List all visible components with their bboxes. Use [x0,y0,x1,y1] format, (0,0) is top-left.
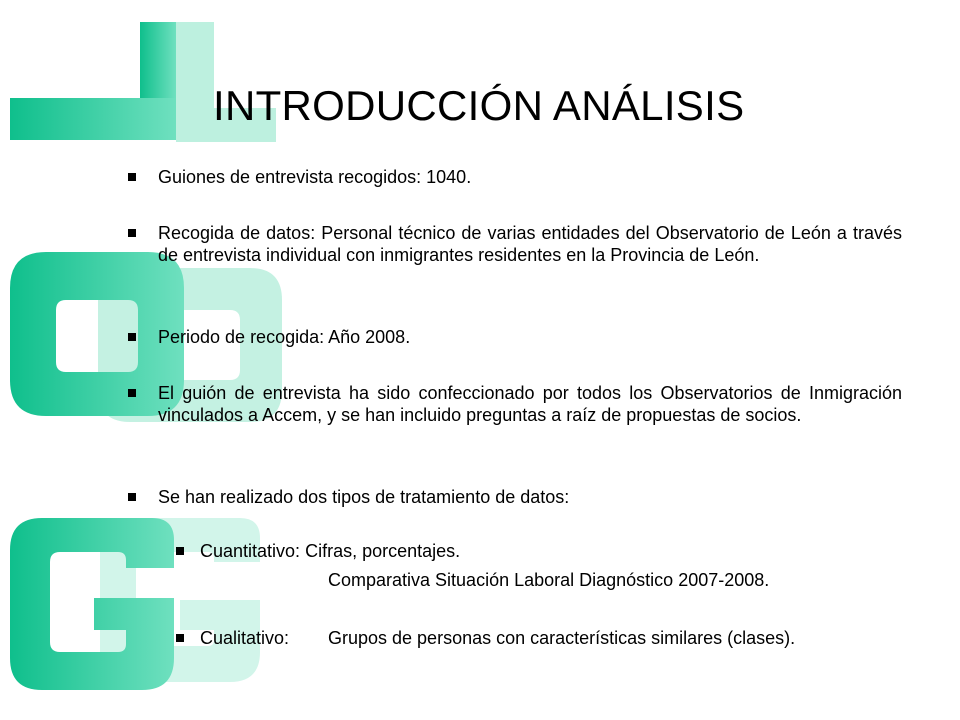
bullet-interviews: Guiones de entrevista recogidos: 1040. [158,167,472,187]
bullet-interview-script: El guión de entrevista ha sido confeccionado por todos los Observatorios de Inmigración vinculados a Accem, y se han incluido preguntas a raíz de propuestas de socios. [158,383,902,425]
sub-bullet-text: Cifras, porcentajes. [305,541,461,561]
sub-bullet-quantitative [200,540,460,562]
bullet-marker [128,173,136,181]
sub-bullet-marker [176,634,184,642]
sub-bullet-qualitative [200,627,795,649]
bullet-marker [128,389,136,397]
sub-bullet-quantitative-continuation: Comparativa Situación Laboral Diagnóstico 2007-2008. [328,570,770,590]
sub-bullet-text: Grupos de personas con características similares (clases). [328,628,796,648]
bullet-data-treatment: Se han realizado dos tipos de tratamiento de datos: [158,487,570,507]
slide-title: INTRODUCCIÓN ANÁLISIS [213,82,745,129]
bullet-collection-period: Periodo de recogida: Año 2008. [158,327,411,347]
sub-bullet-marker [176,547,184,555]
bullet-marker [128,229,136,237]
bullet-marker [128,493,136,501]
bullet-data-collection: Recogida de datos: Personal técnico de varias entidades del Observatorio de León a través de entrevista individual con inmigrantes residentes en la Provincia de León. [158,223,902,265]
sub-bullet-label: Cuantitativo: [200,541,301,561]
sub-bullet-label: Cualitativo: [200,628,290,648]
bullet-marker [128,333,136,341]
